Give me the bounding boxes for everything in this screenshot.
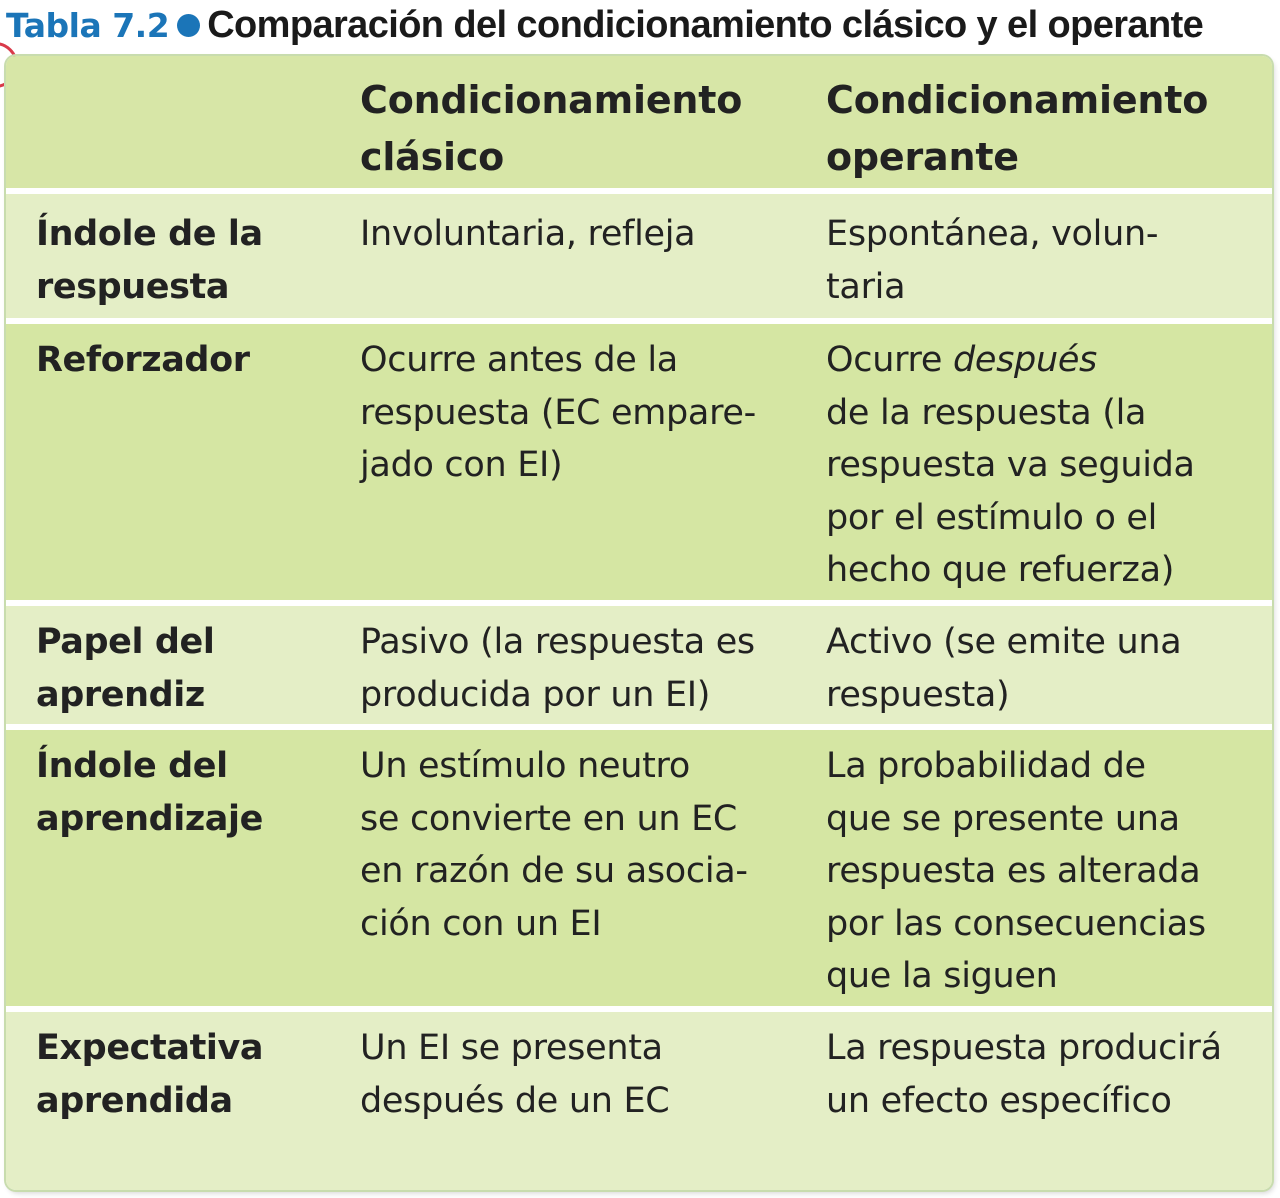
cell-operant: Espontánea, volun- taria	[826, 214, 1159, 307]
cell-operant: La respuesta producirá un efecto específico	[826, 1028, 1222, 1121]
cell-operant	[826, 334, 1266, 597]
bullet-icon	[177, 14, 200, 37]
cell-operant: La probabilidad de que se presente una respuesta es alterada por las consecuencias que la siguen	[826, 746, 1206, 996]
comparison-table	[6, 56, 1272, 1190]
cell-operant-emphasis: después	[952, 340, 1097, 380]
table-header-row	[6, 56, 1272, 188]
header-operant: Condicionamiento operante	[826, 78, 1209, 179]
row-label: Papel del aprendiz	[36, 622, 215, 715]
row-label: Reforzador	[36, 340, 250, 380]
cell-operant: Activo (se emite una respuesta)	[826, 622, 1182, 715]
table-row-response-nature	[6, 194, 1272, 318]
table-caption	[6, 0, 1203, 50]
table-title: Comparación del condicionamiento clásico y el operante	[207, 3, 1204, 46]
table-row-learner-role	[6, 606, 1272, 724]
cell-classical: Involuntaria, refleja	[360, 214, 696, 254]
row-label: Índole del aprendizaje	[36, 746, 263, 839]
cell-classical: Pasivo (la respuesta es producida por un EI)	[360, 622, 755, 715]
table-row-learning-nature	[6, 730, 1272, 1006]
table-row-reinforcer	[6, 324, 1272, 600]
row-label: Índole de la respuesta	[36, 214, 263, 307]
cell-classical: Ocurre antes de la respuesta (EC empare- jado con EI)	[360, 340, 756, 485]
table-number: Tabla 7.2	[6, 5, 170, 45]
header-classical: Condicionamiento clásico	[360, 78, 743, 179]
table-row-learned-expectation	[6, 1012, 1272, 1190]
cell-operant-text-end: de la respuesta (la respuesta va seguida por el estímulo o el hecho que refuerza)	[826, 392, 1195, 590]
cell-classical: Un EI se presenta después de un EC	[360, 1028, 670, 1121]
cell-operant-text-start: Ocurre	[826, 340, 953, 380]
row-label: Expectativa aprendida	[36, 1028, 264, 1121]
cell-classical: Un estímulo neutro se convierte en un EC en razón de su asocia- ción con un EI	[360, 746, 748, 944]
